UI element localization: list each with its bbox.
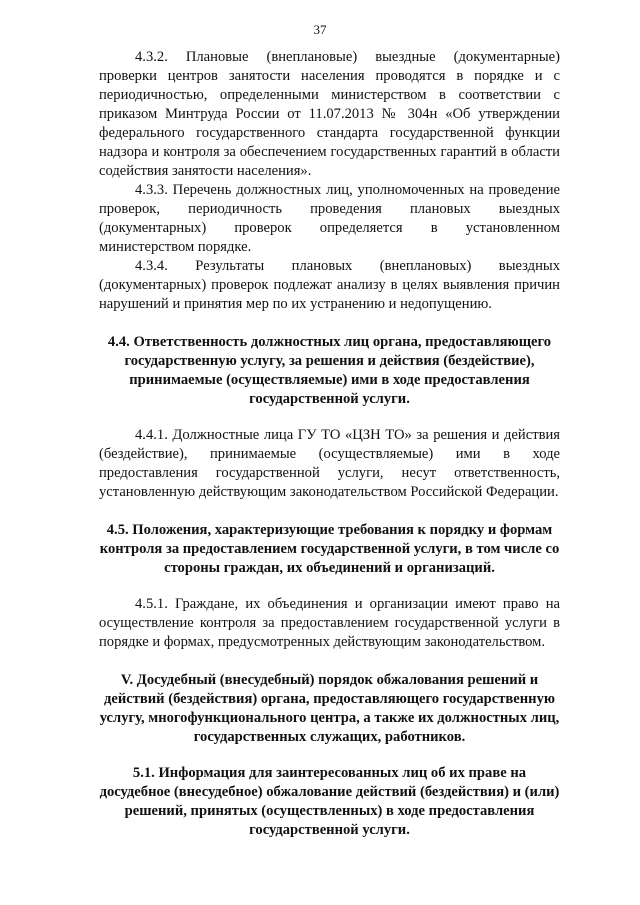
paragraph-4-4-1: 4.4.1. Должностные лица ГУ ТО «ЦЗН ТО» за решения и действия (бездействие), принимаемые (осуществляемые) ими в ходе предоставления государственной услуги, несут ответственность, установленную действующим законодательством Российской Федерации. [99,427,560,500]
heading-4-4: 4.4. Ответственность должностных лиц органа, предоставляющего государственную услугу, за решения и действия (бездействие), принимаемые (осуществляемые) ими в ходе предоставления государственной услуги. [107,334,552,407]
paragraph-4-5-1: 4.5.1. Граждане, их объединения и организации имеют право на осуществление контроля за предоставлением государственной услуги в порядке и формах, предусмотренных действующим законодательством. [99,596,560,650]
heading-section-v: V. Досудебный (внесудебный) порядок обжалования решений и действий (бездействия) органа, предоставляющего государственную услугу, многофункционального центра, а также их должностных лиц, государственных служащих, работников. [99,672,560,745]
heading-4-5: 4.5. Положения, характеризующие требования к порядку и формам контроля за предоставлением государственной услуги, в том числе со стороны граждан, их объединений и организаций. [99,522,560,576]
paragraph-4-3-3: 4.3.3. Перечень должностных лиц, уполномоченных на проведение проверок, периодичность проведения плановых выездных (документарных) проверок определяется в установленном министерством порядке. [99,182,560,255]
paragraph-4-3-4: 4.3.4. Результаты плановых (внеплановых) выездных (документарных) проверок подлежат анализу в целях выявления причин нарушений и принятия мер по их устранению и недопущению. [99,258,560,312]
paragraph-4-3-2: 4.3.2. Плановые (внеплановые) выездные (документарные) проверки центров занятости населения проводятся в порядке и с периодичностью, определенными министерством в соответствии с приказом Минтруда России от 11.07.2013 № 304н «Об утверждении федерального государственного стандарта государственной функции надзора и контроля за обеспечением государственных гарантий в области содействия занятости населения». [99,49,560,179]
heading-5-1: 5.1. Информация для заинтересованных лиц об их праве на досудебное (внесудебное) обжалование действий (бездействия) и (или) решений, принятых (осуществленных) в ходе предоставления государственной услуги. [99,765,560,838]
document-body [99,48,560,840]
page-number: 37 [313,22,327,37]
